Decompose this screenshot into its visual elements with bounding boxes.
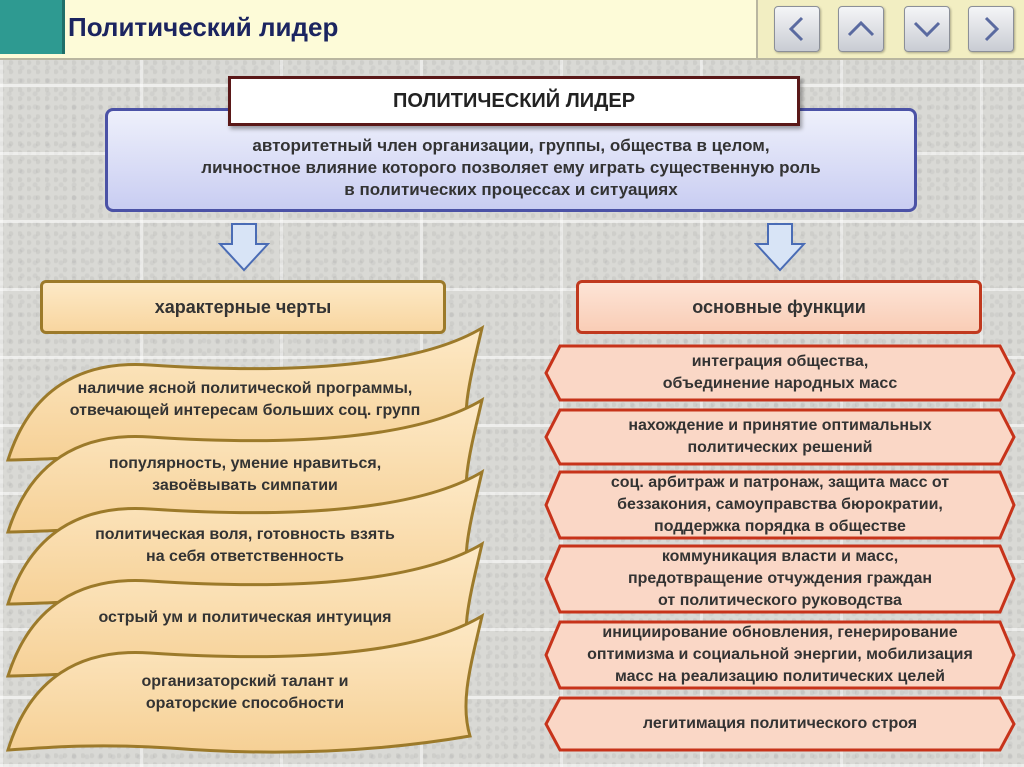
definition-line: личностное влияние которого позволяет ему играть существенную роль [201, 158, 821, 177]
definition-line: в политических процессах и ситуациях [344, 180, 678, 199]
chevron-up-icon [846, 14, 876, 44]
trait-item: острый ум и политическая интуиция [98, 609, 392, 626]
traits-header: характерные черты [40, 280, 446, 334]
down-arrow-icon [754, 222, 806, 272]
chevron-down-icon [912, 14, 942, 44]
last-slide-button[interactable] [904, 6, 950, 52]
function-item: инициирование обновления, генерирование оптимизма и социальной энергии, мобилизация масс на реализацию политических целей [544, 620, 1016, 690]
trait-item: организаторский талант и ораторские способности [141, 673, 349, 712]
function-item: соц. арбитраж и патронаж, защита масс от беззакония, самоуправства бюрократии, поддержка порядка в обществе [544, 470, 1016, 540]
main-title-box: ПОЛИТИЧЕСКИЙ ЛИДЕР [228, 76, 800, 126]
trait-item: наличие ясной политической программы, отвечающей интересам больших соц. групп [69, 380, 421, 419]
first-slide-button[interactable] [838, 6, 884, 52]
prev-slide-button[interactable] [774, 6, 820, 52]
slide-header [0, 0, 1024, 60]
function-item: легитимация политического строя [544, 696, 1016, 752]
header-accent [0, 0, 65, 54]
down-arrow-icon [218, 222, 270, 272]
trait-item: политическая воля, готовность взять на себя ответственность [95, 526, 395, 565]
nav-strip [756, 0, 1024, 58]
chevron-left-icon [782, 14, 812, 44]
slide-title: Политический лидер [68, 12, 339, 42]
function-item: нахождение и принятие оптимальных политических решений [544, 408, 1016, 466]
chevron-right-icon [976, 14, 1006, 44]
trait-item: популярность, умение нравиться, завоёвывать симпатии [108, 455, 382, 494]
function-item: интеграция общества, объединение народных масс [544, 344, 1016, 402]
function-item: коммуникация власти и масс, предотвращение отчуждения граждан от политического руководства [544, 544, 1016, 614]
definition-line: авторитетный член организации, группы, общества в целом, [252, 136, 770, 155]
next-slide-button[interactable] [968, 6, 1014, 52]
functions-header: основные функции [576, 280, 982, 334]
